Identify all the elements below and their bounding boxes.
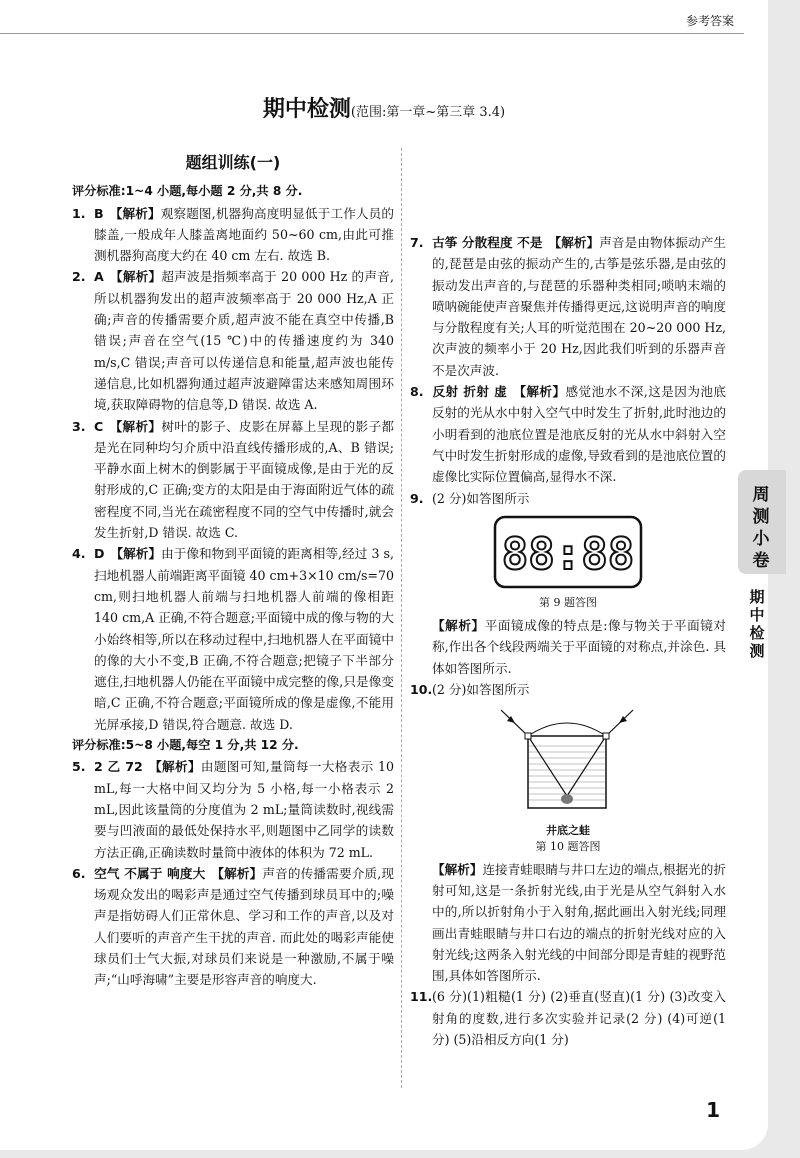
- item-text: 树叶的影子、皮影在屏幕上呈现的影子都是光在同种均匀介质中沿直线传播形成的,A、B 错误;平静水面上树木的倒影属于平面镜成像,是由于光的反射形成的,C 正确;变方的太阳是由于海面附近气体的疏密程度不同,当光在疏密程度不同的空气中传播时,就会发生折射,D 错误. 故选 C.: [94, 418, 395, 541]
- analysis-tag: 【解析】: [432, 618, 485, 634]
- answer-item-7: [410, 232, 726, 381]
- left-column: [72, 148, 394, 991]
- item-number: 7.: [410, 235, 424, 250]
- item-answer: C: [94, 418, 104, 434]
- page-title: [0, 92, 768, 123]
- display-digits: 88:88: [501, 528, 635, 580]
- item-answer: 空气 不属于 响度大: [94, 865, 206, 881]
- frog-label: 井底之蛙: [546, 823, 590, 837]
- item-10-analysis: [410, 859, 726, 987]
- scoring-criteria: 评分标准:1~4 小题,每小题 2 分,共 8 分.: [72, 184, 303, 199]
- figure-10: [410, 706, 726, 854]
- analysis-tag: 【解析】: [109, 418, 162, 434]
- title-range: (范围:第一章~第三章 3.4): [350, 105, 506, 120]
- item-number: 6.: [72, 865, 86, 881]
- answer-item-11: [410, 986, 726, 1050]
- answer-item-9: [410, 488, 726, 509]
- item-answer: A: [94, 269, 104, 285]
- item-text: 声音的传播需要介质,现场观众发出的喝彩声是通过空气传播到球员耳中的;噪声是指妨碍人们正常休息、学习和工作的声音,以及对人们要听的声音产生干扰的声音. 而此处的喝彩声能使球员们士气大振,对球员们来说是一种激励,不属于噪声;“山呼海啸”主要是形容声音的响度大.: [94, 865, 394, 988]
- analysis-tag: 【解析】: [148, 759, 201, 775]
- analysis-tag: 【解析】: [432, 861, 483, 877]
- page-number: 1: [706, 1098, 720, 1122]
- answer-item-1: [72, 203, 394, 267]
- item-answer: 古筝 分散程度 不是: [432, 235, 543, 250]
- item-number: 10.: [410, 682, 433, 698]
- analysis-tag: 【解析】: [109, 205, 161, 221]
- figure-caption: 第 10 题答图: [535, 839, 601, 853]
- header-label: 参考答案: [685, 14, 734, 28]
- header-rule: [0, 33, 744, 34]
- item-text: (6 分)(1)粗糙(1 分) (2)垂直(竖直)(1 分) (3)改变入射角的度数,进行多次实验并记录(2 分) (4)可逆(1 分) (5)沿相反方向(1 分): [432, 989, 726, 1048]
- figure-caption: 第 9 题答图: [539, 596, 597, 610]
- scoring-criteria: 评分标准:5~8 小题,每空 1 分,共 12 分.: [72, 738, 299, 753]
- side-tab-weekly-quiz[interactable]: [738, 470, 786, 574]
- item-number: 9.: [410, 490, 424, 506]
- answer-item-5: [72, 756, 394, 862]
- item-number: 5.: [72, 759, 86, 775]
- item-number: 4.: [72, 546, 86, 562]
- analysis-tag: 【解析】: [548, 235, 600, 250]
- section-title: 题组训练(一): [185, 153, 281, 172]
- frog-icon: [561, 794, 573, 804]
- item-answer: D: [94, 546, 105, 562]
- side-tab-midterm[interactable]: 期中检测: [749, 588, 765, 660]
- item-head: (2 分)如答图所示: [432, 490, 530, 506]
- analysis-tag: 【解析】: [109, 269, 162, 285]
- item-answer: 2 乙 72: [94, 759, 143, 775]
- item-number: 8.: [410, 384, 424, 400]
- title-main: 期中检测: [262, 97, 351, 122]
- item-text: 超声波是指频率高于 20 000 Hz 的声音,所以机器狗发出的超声波频率高于 20 000 Hz,A 正确;声音的传播需要介质,超声波不能在真空中传播,B 错误;声音在空气(15 ℃)中的传播速度约为 340 m/s,C 错误;声音可以传递信息和能量,超声波也能传递信息,比如机器狗通过超声波避障雷达来感知周围环境,获取障碍物的信息等,D 错误. 故选 A.: [94, 269, 394, 413]
- well-frog-figure: [493, 706, 643, 816]
- item-head: (2 分)如答图所示: [432, 682, 530, 698]
- analysis-tag: 【解析】: [110, 546, 162, 562]
- corner-marker-left: [525, 733, 531, 739]
- incident-ray-right: [606, 710, 633, 736]
- item-number: 3.: [72, 418, 86, 434]
- item-number: 1.: [72, 205, 86, 221]
- item-answer: B: [94, 205, 104, 221]
- item-text: 由于像和物到平面镜的距离相等,经过 3 s,扫地机器人前端距离平面镜 40 cm+3×10 cm/s=70 cm,则扫地机器人前端与扫地机器人前端的像相距 140 cm,A 正确,不符合题意;平面镜中成的像与物的大小始终相等,所以在移动过程中,扫地机器人在平面镜中的像的大小不变,B 正确,不符合题意;把镜子下半部分遮住,扫地机器人仍能在平面镜中成完整的像,只是像变暗,C 正确,不符合题意;平面镜所成的像是虚像,不能用光屏承接,D 错误,符合题意. 故选 D.: [94, 546, 394, 732]
- item-number: 11.: [410, 989, 433, 1005]
- item-text: 观察题图,机器狗高度明显低于工作人员的膝盖,一般成年人膝盖离地面约 50~60 cm,由此可推测机器狗高度大约在 40 cm 左右. 故选 B.: [94, 205, 395, 264]
- answer-item-6: [72, 863, 394, 991]
- column-divider: [401, 148, 402, 1088]
- item-answer: 反射 折射 虚: [432, 384, 508, 400]
- answer-item-10: [410, 679, 726, 700]
- answer-item-2: [72, 266, 394, 415]
- item-text: 感觉池水不深,这是因为池底反射的光从水中射入空气中时发生了折射,此时池边的小明看到的池底位置是池底反射的光从水中斜射入空气中时发生折射形成的虚像,导致看到的是池底位置的虚像比实际位置偏高,显得水不深.: [432, 384, 726, 485]
- side-tab-label: 周测小卷: [752, 485, 770, 571]
- item-text: 连接青蛙眼睛与井口左边的端点,根据光的折射可知,这是一条折射光线,由于光是从空气斜射入水中的,所以折射角小于入射角,据此画出入射光线;同理画出青蛙眼睛与井口右边的端点的折射光线对应的入射光线;这两条入射光线的中间部分即是青蛙的视野范围,具体如答图所示.: [432, 861, 726, 984]
- analysis-tag: 【解析】: [513, 384, 566, 400]
- right-column: [410, 232, 726, 1050]
- analysis-tag: 【解析】: [211, 865, 263, 881]
- item-text: 由题图可知,量筒每一大格表示 10 mL,每一大格中间又均分为 5 小格,每一小格表示 2 mL,因此该量筒的分度值为 2 mL;量筒读数时,视线需要与凹液面的最低处保持水平,则题图中乙同学的读数方法正确,正确读数时量筒中液体的体积为 72 mL.: [94, 759, 395, 860]
- answer-item-8: [410, 381, 726, 487]
- view-arc: [528, 723, 606, 736]
- item-9-analysis: [410, 615, 726, 679]
- item-text: 平面镜成像的特点是:像与物关于平面镜对称,作出各个线段两端关于平面镜的对称点,并涂色. 具体如答图所示.: [432, 618, 726, 676]
- digital-display-figure: [493, 515, 643, 589]
- answer-item-3: [72, 416, 394, 544]
- answer-item-4: [72, 543, 394, 735]
- figure-9: [410, 515, 726, 611]
- incident-ray-left: [501, 710, 528, 736]
- corner-marker-right: [603, 733, 609, 739]
- item-text: 声音是由物体振动产生的,琵琶是由弦的振动产生的,古筝是弦乐器,是由弦的振动发出声音的,与琵琶的乐器种类相同;唢呐末端的喷呐碗能使声音聚焦并传播得更远,这说明声音的响度与分散程度有关;人耳的听觉范围在 20~20 000 Hz,次声波的频率小于 20 Hz,因此我们听到的乐器声音不是次声波.: [432, 235, 726, 378]
- item-number: 2.: [72, 269, 86, 285]
